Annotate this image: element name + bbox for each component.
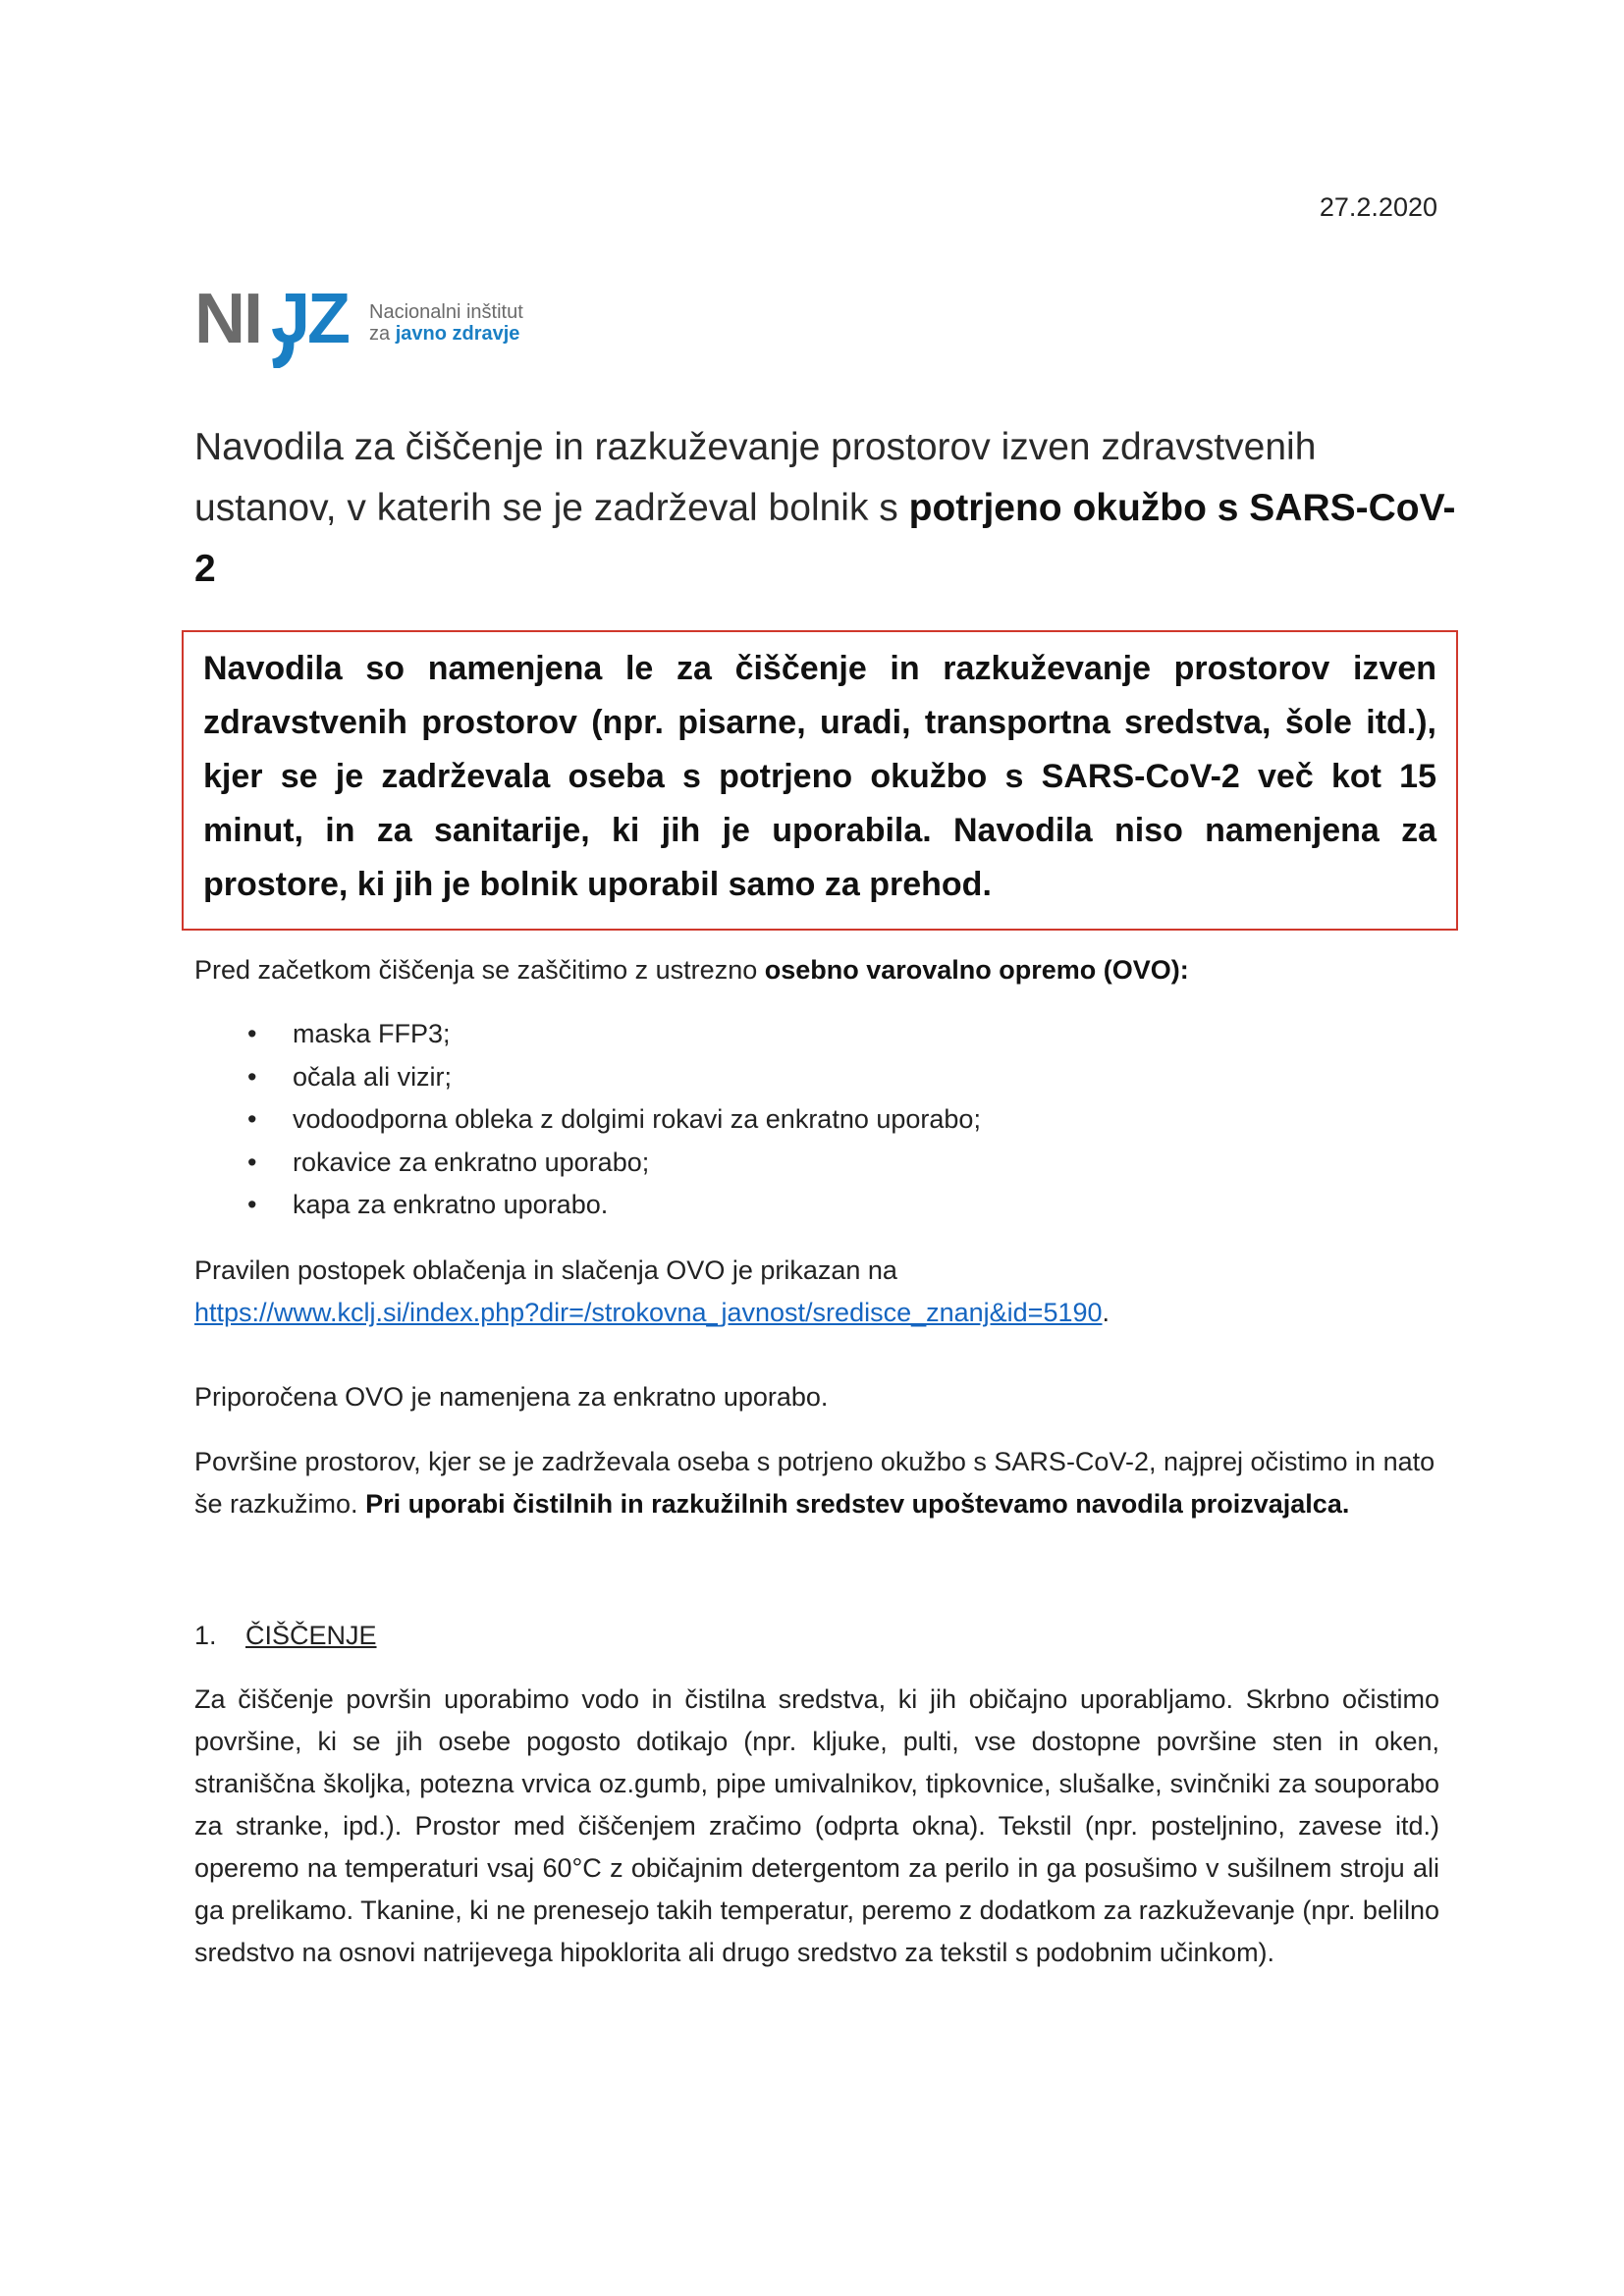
ppe-intro: Pred začetkom čiščenja se zaščitimo z ustrezno osebno varovalno opremo (OVO): [194, 955, 1189, 985]
section-title: ČIŠČENJE [245, 1621, 377, 1650]
nijz-logo [194, 260, 587, 386]
cleaning-paragraph: Za čiščenje površin uporabimo vodo in čistilna sredstva, ki jih običajno uporabljamo. Skrbno očistimo površine, ki se jih osebe pogosto dotikajo (npr. kljuke, pulti, vse dostopne površine sten in oken, straniščna školjka, potezna vrvica oz.gumb, pipe umivalnikov, tipkovnice, slušalke, svinčniki za souporabo za stranke, ipd.). Prostor med čiščenjem zračimo (odprta okna). Tekstil (npr. posteljnino, zavese itd.) operemo na temperaturi vsaj 60°C z običajnim detergentom za perilo in ga posušimo v sušilnem stroju ali ga prelikamo. Tkanine, ki ne prenesejo takih temperatur, peremo z dodatkom za razkuževanje (npr. belilno sredstvo na osnovi natrijevega hipoklorita ali drugo sredstvo za tekstil s podobnim učinkom). [194, 1684, 1439, 1967]
procedure-paragraph: Pravilen postopek oblačenja in slačenja OVO je prikazan na https://www.kclj.si/index.php?dir=/strokovna_javnost/sredisce_znanj&id=5190. [194, 1255, 1110, 1327]
ppe-procedure-link[interactable]: https://www.kclj.si/index.php?dir=/strokovna_javnost/sredisce_znanj&id=5190 [194, 1298, 1103, 1327]
scope-notice-box [182, 630, 1458, 931]
single-use-note: Priporočena OVO je namenjena za enkratno uporabo. [194, 1382, 829, 1412]
ppe-list-item: • kapa za enkratno uporabo. [247, 1190, 609, 1219]
ppe-list-item: • vodoodporna obleka z dolgimi rokavi za enkratno uporabo; [247, 1104, 981, 1134]
logo-mark-left: NI [194, 280, 261, 358]
ppe-list-item: • rokavice za enkratno uporabo; [247, 1147, 650, 1177]
section-heading-cleaning [194, 1615, 377, 1657]
logo-line-2: za javno zdravje [369, 323, 520, 345]
ppe-list-item: • maska FFP3; [247, 1019, 451, 1048]
page-title: Navodila za čiščenje in razkuževanje prostorov izven zdravstvenih ustanov, v katerih se je zadrževal bolnik s potrjeno okužbo s SARS-CoV-2 [194, 426, 1456, 590]
logo-mark-right: JZ [271, 280, 349, 358]
ppe-list [194, 1013, 1373, 1227]
nijz-logo-mark [194, 278, 352, 368]
document-date: 27.2.2020 [1319, 192, 1437, 222]
surfaces-paragraph: Površine prostorov, kjer se je zadrževala oseba s potrjeno okužbo s SARS-CoV-2, najprej očistimo in nato še razkužimo. Pri uporabi čistilnih in razkužilnih sredstev upoštevamo navodila proizvajalca. [194, 1447, 1435, 1519]
scope-notice-text: Navodila so namenjena le za čiščenje in razkuževanje prostorov izven zdravstvenih prostorov (npr. pisarne, uradi, transportna sredstva, šole itd.), kjer se je zadrževala oseba s potrjeno okužbo s SARS-CoV-2 več kot 15 minut, in za sanitarije, ki jih je uporabila. Navodila niso namenjena za prostore, ki jih je bolnik uporabil samo za prehod. [203, 650, 1436, 903]
logo-line-1: Nacionalni inštitut [369, 300, 523, 323]
ppe-list-item: • očala ali vizir; [247, 1061, 453, 1092]
logo-wordmark [369, 301, 523, 346]
section-number: 1. [194, 1621, 217, 1650]
